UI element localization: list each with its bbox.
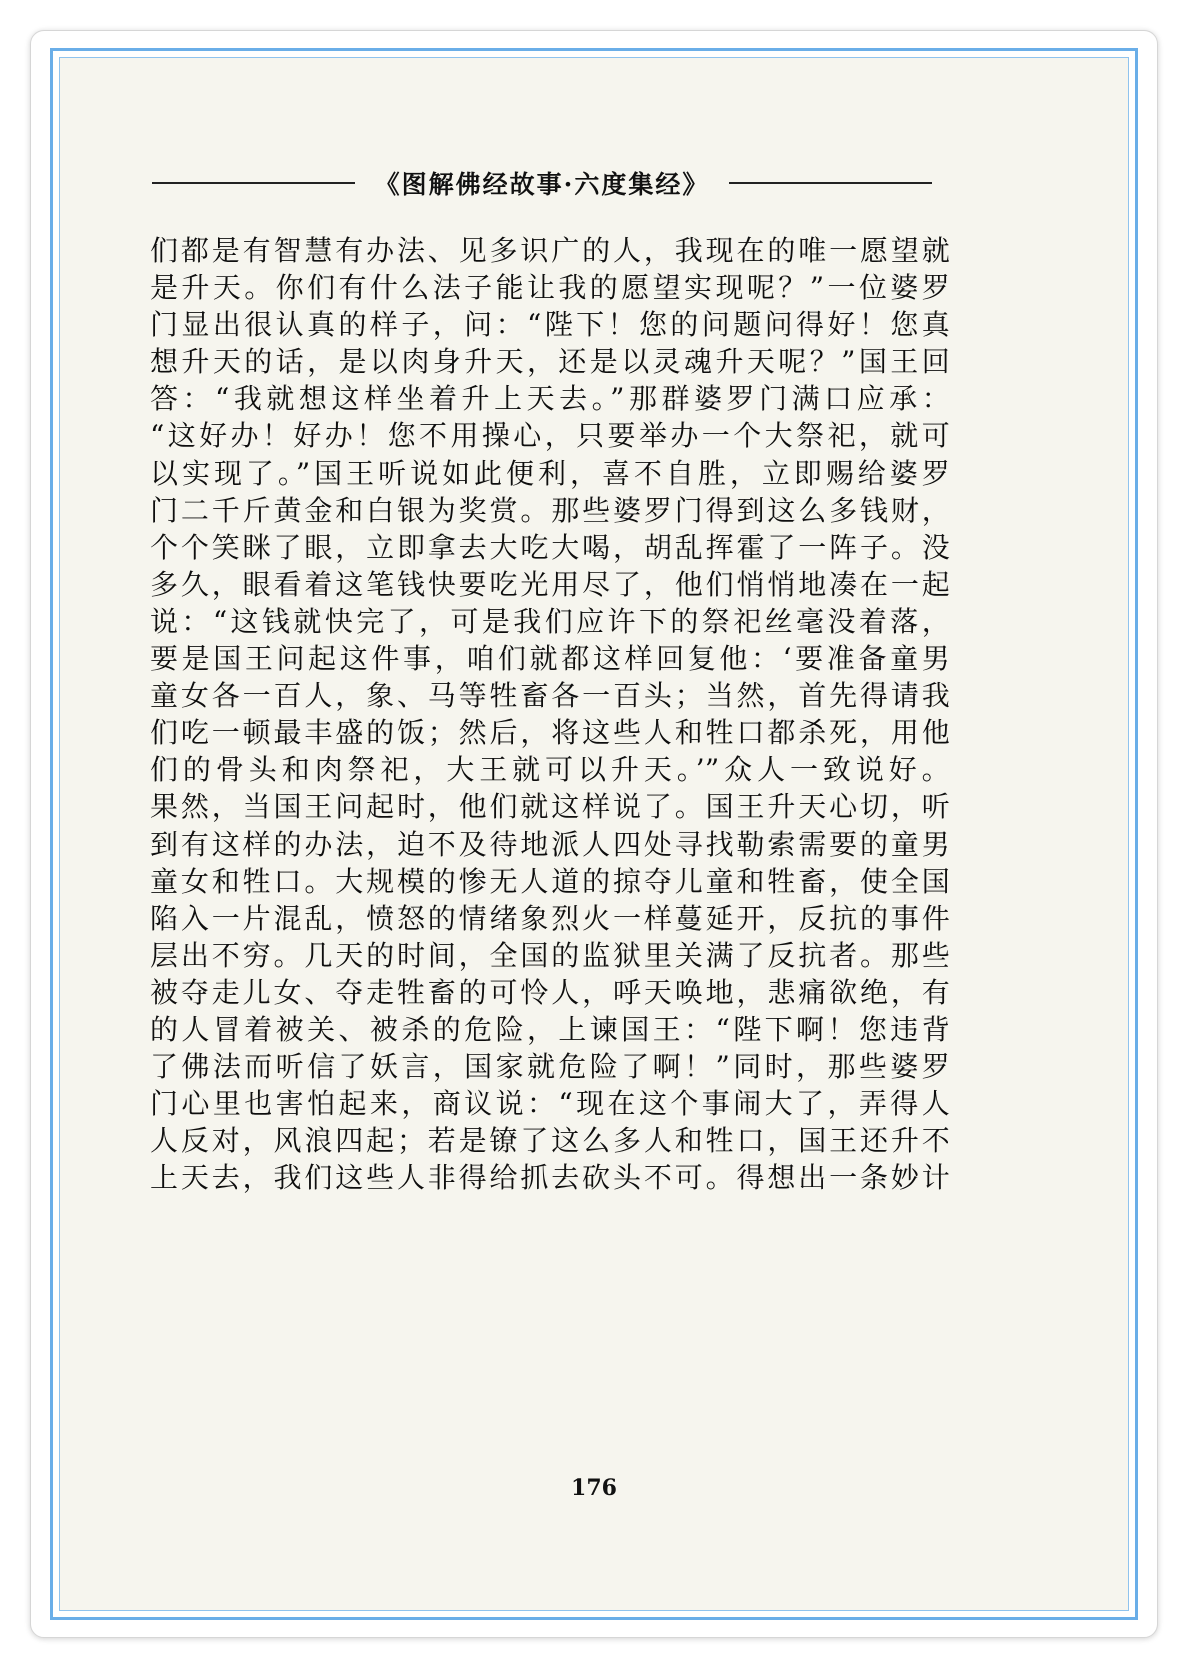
text-line: 门心里也害怕起来，商议说：“现在这个事闹大了，弄得人 (150, 1087, 950, 1121)
text-line: 陷入一片混乱，愤怒的情绪象烈火一样蔓延开，反抗的事件 (150, 901, 950, 935)
text-line: 童女和牲口。大规模的惨无人道的掠夺儿童和牲畜，使全国 (150, 864, 950, 898)
text-line: 们吃一顿最丰盛的饭；然后，将这些人和牲口都杀死，用他 (150, 716, 950, 750)
header-rule-right (729, 182, 932, 184)
text-line: 了佛法而听信了妖言，国家就危险了啊！”同时，那些婆罗 (150, 1050, 950, 1084)
body-text (150, 232, 950, 1196)
text-line: 门显出很认真的样子，问：“陛下！您的问题问得好！您真 (150, 308, 950, 342)
text-line: 被夺走儿女、夺走牲畜的可怜人，呼天唤地，悲痛欲绝，有 (150, 975, 950, 1009)
text-line: 们的骨头和肉祭祀，大王就可以升天。’”众人一致说好。 (150, 753, 950, 787)
header-rule-left (152, 182, 355, 184)
text-line: 多久，眼看着这笔钱快要吃光用尽了，他们悄悄地凑在一起 (150, 567, 950, 601)
text-line: 要是国王问起这件事，咱们就都这样回复他：‘要准备童男 (150, 642, 950, 676)
text-line: 人反对，风浪四起；若是镣了这么多人和牲口，国王还升不 (150, 1124, 950, 1158)
text-line: 层出不穷。几天的时间，全国的监狱里关满了反抗者。那些 (150, 938, 950, 972)
page-number: 176 (571, 1475, 617, 1501)
running-header (152, 158, 932, 208)
text-line: “这好办！好办！您不用操心，只要举办一个大祭祀，就可 (150, 419, 950, 453)
text-line: 说：“这钱就快完了，可是我们应许下的祭祀丝毫没着落， (150, 604, 950, 638)
text-line: 童女各一百人，象、马等牲畜各一百头；当然，首先得请我 (150, 679, 950, 713)
text-line: 想升天的话，是以肉身升天，还是以灵魂升天呢？”国王回 (150, 345, 950, 379)
text-line: 门二千斤黄金和白银为奖赏。那些婆罗门得到这么多钱财， (150, 493, 950, 527)
text-line: 以实现了。”国王听说如此便利，喜不自胜，立即赐给婆罗 (150, 456, 950, 490)
text-line: 答：“我就想这样坐着升上天去。”那群婆罗门满口应承： (150, 382, 950, 416)
text-line: 个个笑眯了眼，立即拿去大吃大喝，胡乱挥霍了一阵子。没 (150, 530, 950, 564)
text-line: 果然，当国王问起时，他们就这样说了。国王升天心切，听 (150, 790, 950, 824)
book-title: 《图解佛经故事·六度集经》 (374, 170, 710, 199)
text-line: 的人冒着被关、被杀的危险，上谏国王：“陛下啊！您违背 (150, 1012, 950, 1046)
text-line: 们都是有智慧有办法、见多识广的人，我现在的唯一愿望就 (150, 234, 950, 267)
text-line: 到有这样的办法，迫不及待地派人四处寻找勒索需要的童男 (150, 827, 950, 861)
text-line: 是升天。你们有什么法子能让我的愿望实现呢？”一位婆罗 (150, 271, 950, 305)
text-line: 上天去，我们这些人非得给抓去砍头不可。得想出一条妙计 (150, 1161, 950, 1195)
